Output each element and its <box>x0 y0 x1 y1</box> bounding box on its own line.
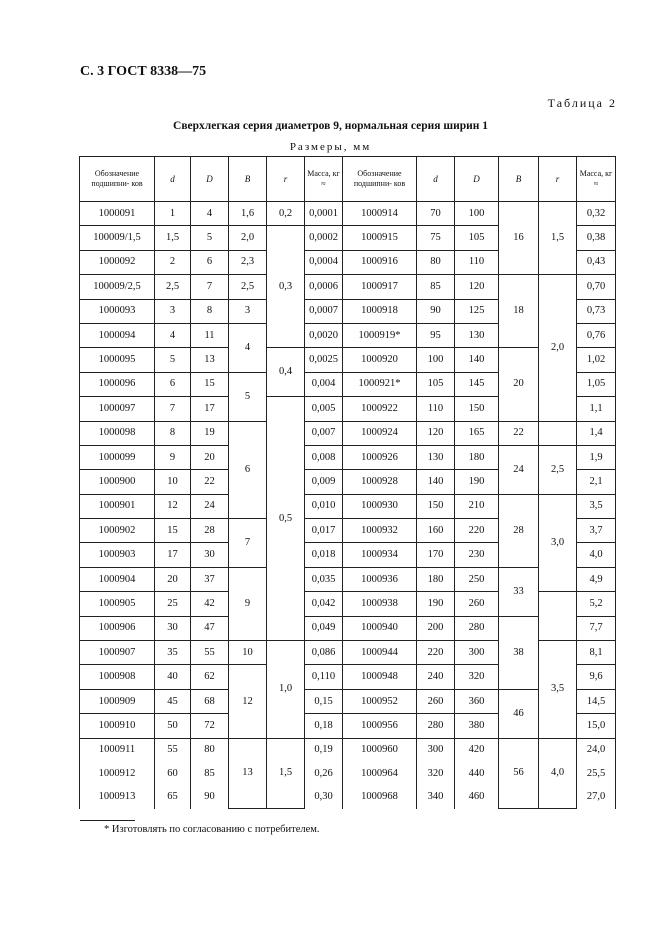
table-cell: 220 <box>455 519 499 543</box>
table-cell: 1000091 <box>80 202 155 226</box>
table-cell: 1000924 <box>343 421 417 445</box>
table-cell: 13 <box>191 348 229 372</box>
table-cell: 280 <box>455 616 499 640</box>
merged-cell: 1,5 <box>267 738 305 809</box>
table-cell: 8 <box>155 421 191 445</box>
column-header: d <box>155 157 191 202</box>
table-cell: 1000918 <box>343 299 417 323</box>
table-cell: 60 <box>155 762 191 785</box>
table-cell: 85 <box>191 762 229 785</box>
table-cell: 105 <box>417 372 455 396</box>
column-header: D <box>455 157 499 202</box>
table-cell: 260 <box>417 689 455 713</box>
table-cell: 1000901 <box>80 494 155 518</box>
merged-cell: 7 <box>229 519 267 568</box>
merged-cell: 18 <box>499 275 539 348</box>
table-cell: 1000930 <box>343 494 417 518</box>
merged-cell: 28 <box>499 494 539 567</box>
table-cell: 440 <box>455 762 499 785</box>
table-cell: 340 <box>417 785 455 808</box>
table-cell: 22 <box>499 421 539 445</box>
table-cell: 40 <box>155 665 191 689</box>
table-cell: 24 <box>191 494 229 518</box>
column-header: D <box>191 157 229 202</box>
table-cell: 1000944 <box>343 641 417 665</box>
table-row <box>80 689 616 713</box>
table-units: Размеры, мм <box>289 141 372 153</box>
table-cell: 17 <box>191 397 229 421</box>
merged-cell: 13 <box>229 738 267 809</box>
merged-cell: 3,0 <box>539 494 577 592</box>
table-cell: 3,5 <box>577 494 616 518</box>
table-cell: 75 <box>417 226 455 250</box>
merged-cell: 4,0 <box>539 738 577 809</box>
column-header: B <box>499 157 539 202</box>
table-cell: 1,5 <box>155 226 191 250</box>
table-cell: 25 <box>155 592 191 616</box>
table-cell: 70 <box>417 202 455 226</box>
table-cell: 0,15 <box>305 689 343 713</box>
table-row <box>80 616 616 640</box>
table-row <box>80 738 616 762</box>
table-header-row <box>80 157 616 202</box>
table-cell: 15 <box>155 519 191 543</box>
table-cell: 230 <box>455 543 499 567</box>
table-cell: 15,0 <box>577 714 616 738</box>
table-cell: 0,26 <box>305 762 343 785</box>
table-cell: 37 <box>191 567 229 591</box>
table-cell: 0,32 <box>577 202 616 226</box>
table-cell: 20 <box>191 445 229 469</box>
table-cell: 1000096 <box>80 372 155 396</box>
table-cell: 0,76 <box>577 323 616 347</box>
table-cell: 1000920 <box>343 348 417 372</box>
footnote: * Изготовлять по согласованию с потребителем. <box>104 824 320 835</box>
table-cell: 0,0001 <box>305 202 343 226</box>
table-cell: 50 <box>155 714 191 738</box>
table-cell: 1000964 <box>343 762 417 785</box>
table-row <box>80 421 616 445</box>
table-cell: 6 <box>155 372 191 396</box>
table-cell: 2,5 <box>155 275 191 299</box>
table-cell: 0,30 <box>305 785 343 808</box>
table-cell: 42 <box>191 592 229 616</box>
table-cell: 20 <box>155 567 191 591</box>
table-cell: 6 <box>191 250 229 274</box>
table-number: Таблица 2 <box>547 96 617 110</box>
merged-cell: 1,5 <box>539 202 577 275</box>
table-cell: 210 <box>455 494 499 518</box>
table-cell: 0,0007 <box>305 299 343 323</box>
table-cell: 0,0006 <box>305 275 343 299</box>
table-cell: 100009/2,5 <box>80 275 155 299</box>
table-cell: 0,0002 <box>305 226 343 250</box>
table-cell: 1 <box>155 202 191 226</box>
table-cell: 1000908 <box>80 665 155 689</box>
table-cell: 5 <box>191 226 229 250</box>
table-cell: 1,4 <box>577 421 616 445</box>
merged-cell: 2,0 <box>539 275 577 421</box>
table-cell: 25,5 <box>577 762 616 785</box>
table-cell: 0,2 <box>267 202 305 226</box>
table-cell: 3,7 <box>577 519 616 543</box>
table-cell: 45 <box>155 689 191 713</box>
table-cell: 1000915 <box>343 226 417 250</box>
merged-cell: 16 <box>499 202 539 275</box>
merged-cell: 33 <box>499 567 539 616</box>
merged-cell: 1,0 <box>267 641 305 739</box>
table-cell: 250 <box>455 567 499 591</box>
table-cell: 1,02 <box>577 348 616 372</box>
table-cell: 1000098 <box>80 421 155 445</box>
table-cell: 14,5 <box>577 689 616 713</box>
merged-cell: 5 <box>229 372 267 421</box>
table-cell: 1000092 <box>80 250 155 274</box>
table-cell: 1000909 <box>80 689 155 713</box>
table-cell: 30 <box>191 543 229 567</box>
table-cell: 0,0020 <box>305 323 343 347</box>
table-cell: 2,5 <box>229 275 267 299</box>
table-cell: 110 <box>417 397 455 421</box>
table-cell: 28 <box>191 519 229 543</box>
table-cell: 0,018 <box>305 543 343 567</box>
table-cell: 72 <box>191 714 229 738</box>
table-cell: 7 <box>191 275 229 299</box>
table-cell: 24,0 <box>577 738 616 762</box>
table-cell: 62 <box>191 665 229 689</box>
table-cell: 190 <box>417 592 455 616</box>
table-cell: 10 <box>229 641 267 665</box>
table-cell: 1000903 <box>80 543 155 567</box>
column-header: Масса, кг ≈ <box>305 157 343 202</box>
table-cell: 9 <box>155 445 191 469</box>
table-cell: 27,0 <box>577 785 616 808</box>
table-cell: 200 <box>417 616 455 640</box>
table-cell: 65 <box>155 785 191 808</box>
table-row <box>80 567 616 591</box>
table-cell: 4,0 <box>577 543 616 567</box>
table-cell: 1000938 <box>343 592 417 616</box>
table-cell: 1000956 <box>343 714 417 738</box>
table-cell: 220 <box>417 641 455 665</box>
table-cell: 120 <box>417 421 455 445</box>
merged-cell: 46 <box>499 689 539 738</box>
table-cell: 0,007 <box>305 421 343 445</box>
table-cell: 100 <box>417 348 455 372</box>
table-cell: 19 <box>191 421 229 445</box>
table-cell: 1000928 <box>343 470 417 494</box>
table-cell: 110 <box>455 250 499 274</box>
merged-cell: 6 <box>229 421 267 519</box>
merged-cell: 0,5 <box>267 397 305 641</box>
table-cell: 8 <box>191 299 229 323</box>
column-header: d <box>417 157 455 202</box>
table-cell: 360 <box>455 689 499 713</box>
table-cell: 145 <box>455 372 499 396</box>
column-header: B <box>229 157 267 202</box>
table-cell: 1000094 <box>80 323 155 347</box>
table-cell: 1000952 <box>343 689 417 713</box>
table-row <box>80 275 616 299</box>
table-cell: 55 <box>155 738 191 762</box>
table-cell: 300 <box>417 738 455 762</box>
table-cell: 320 <box>417 762 455 785</box>
table-cell: 140 <box>455 348 499 372</box>
table-cell: 1000907 <box>80 641 155 665</box>
table-cell: 0,049 <box>305 616 343 640</box>
table-cell: 0,0025 <box>305 348 343 372</box>
table-cell: 1000934 <box>343 543 417 567</box>
column-header: r <box>539 157 577 202</box>
table-cell: 0,0004 <box>305 250 343 274</box>
merged-cell: 3,5 <box>539 641 577 739</box>
table-cell: 1000095 <box>80 348 155 372</box>
table-cell: 22 <box>191 470 229 494</box>
table-cell: 150 <box>455 397 499 421</box>
table-cell: 1000921* <box>343 372 417 396</box>
table-cell: 170 <box>417 543 455 567</box>
column-header: Обозначение подшипни- ков <box>80 157 155 202</box>
table-cell: 0,19 <box>305 738 343 762</box>
merged-cell: 24 <box>499 445 539 494</box>
table-cell: 0,18 <box>305 714 343 738</box>
table-cell: 1,6 <box>229 202 267 226</box>
table-cell: 0,70 <box>577 275 616 299</box>
table-cell: 190 <box>455 470 499 494</box>
table-title: Сверхлегкая серия диаметров 9, нормальная серия ширин 1 <box>173 120 488 132</box>
table-row <box>80 494 616 518</box>
table-cell: 55 <box>191 641 229 665</box>
table-cell: 0,004 <box>305 372 343 396</box>
column-header: Масса, кг ≈ <box>577 157 616 202</box>
bearing-dimensions-table <box>79 156 616 809</box>
table-cell: 17 <box>155 543 191 567</box>
table-cell: 0,43 <box>577 250 616 274</box>
table-cell: 100009/1,5 <box>80 226 155 250</box>
table-cell: 1000910 <box>80 714 155 738</box>
column-header: Обозначение подшипни- ков <box>343 157 417 202</box>
table-cell: 0,010 <box>305 494 343 518</box>
table-cell: 260 <box>455 592 499 616</box>
table-cell: 1000948 <box>343 665 417 689</box>
table-cell: 100 <box>455 202 499 226</box>
table-cell: 35 <box>155 641 191 665</box>
table-cell: 0,035 <box>305 567 343 591</box>
table-cell: 0,086 <box>305 641 343 665</box>
table-cell: 300 <box>455 641 499 665</box>
table-cell: 130 <box>417 445 455 469</box>
table-cell: 1000913 <box>80 785 155 808</box>
table-cell: 120 <box>455 275 499 299</box>
table-cell: 85 <box>417 275 455 299</box>
table-cell: 68 <box>191 689 229 713</box>
table-cell: 1000960 <box>343 738 417 762</box>
column-header: r <box>267 157 305 202</box>
table-cell: 1000902 <box>80 519 155 543</box>
table-cell: 165 <box>455 421 499 445</box>
table-cell: 1000099 <box>80 445 155 469</box>
table-cell: 320 <box>455 665 499 689</box>
table-cell: 5 <box>155 348 191 372</box>
table-cell: 80 <box>417 250 455 274</box>
table-cell: 4 <box>191 202 229 226</box>
table-row <box>80 202 616 226</box>
table-cell: 90 <box>417 299 455 323</box>
table-cell: 140 <box>417 470 455 494</box>
table-cell: 1000911 <box>80 738 155 762</box>
table-cell: 150 <box>417 494 455 518</box>
merged-cell: 38 <box>499 616 539 689</box>
table-cell: 0,005 <box>305 397 343 421</box>
table-cell: 420 <box>455 738 499 762</box>
table-cell: 47 <box>191 616 229 640</box>
table-cell: 80 <box>191 738 229 762</box>
merged-cell <box>539 592 577 641</box>
table-cell: 380 <box>455 714 499 738</box>
table-cell: 15 <box>191 372 229 396</box>
table-cell: 180 <box>417 567 455 591</box>
merged-cell: 56 <box>499 738 539 809</box>
merged-cell: 9 <box>229 567 267 640</box>
table-cell: 90 <box>191 785 229 808</box>
table-cell: 12 <box>155 494 191 518</box>
table-cell: 1000919* <box>343 323 417 347</box>
merged-cell: 4 <box>229 323 267 372</box>
table-cell: 1,9 <box>577 445 616 469</box>
table-cell: 280 <box>417 714 455 738</box>
page-header: С. 3 ГОСТ 8338—75 <box>80 64 207 79</box>
table-cell: 1000905 <box>80 592 155 616</box>
table-cell: 1000093 <box>80 299 155 323</box>
table-row <box>80 445 616 469</box>
table-cell <box>539 421 577 445</box>
table-cell: 7 <box>155 397 191 421</box>
table-cell: 1000912 <box>80 762 155 785</box>
table-cell: 0,008 <box>305 445 343 469</box>
table-cell: 0,110 <box>305 665 343 689</box>
table-cell: 105 <box>455 226 499 250</box>
table-cell: 1000922 <box>343 397 417 421</box>
table-cell: 8,1 <box>577 641 616 665</box>
table-cell: 3 <box>155 299 191 323</box>
table-cell: 1,05 <box>577 372 616 396</box>
footnote-divider <box>80 820 135 821</box>
merged-cell: 2,5 <box>539 445 577 494</box>
table-cell: 130 <box>455 323 499 347</box>
table-cell: 7,7 <box>577 616 616 640</box>
table-cell: 1000097 <box>80 397 155 421</box>
table-cell: 0,73 <box>577 299 616 323</box>
table-cell: 240 <box>417 665 455 689</box>
merged-cell: 0,4 <box>267 348 305 397</box>
table-cell: 4,9 <box>577 567 616 591</box>
table-cell: 1000906 <box>80 616 155 640</box>
merged-cell: 0,3 <box>267 226 305 348</box>
table-cell: 1000932 <box>343 519 417 543</box>
table-cell: 1000900 <box>80 470 155 494</box>
table-cell: 0,38 <box>577 226 616 250</box>
table-cell: 1000926 <box>343 445 417 469</box>
table-cell: 0,009 <box>305 470 343 494</box>
table-cell: 1,1 <box>577 397 616 421</box>
table-cell: 460 <box>455 785 499 808</box>
table-cell: 11 <box>191 323 229 347</box>
merged-cell: 20 <box>499 348 539 421</box>
table-cell: 9,6 <box>577 665 616 689</box>
table-cell: 1000916 <box>343 250 417 274</box>
table-cell: 0,042 <box>305 592 343 616</box>
table-cell: 2 <box>155 250 191 274</box>
table-cell: 160 <box>417 519 455 543</box>
table-cell: 125 <box>455 299 499 323</box>
table-cell: 180 <box>455 445 499 469</box>
table-cell: 2,3 <box>229 250 267 274</box>
table-row <box>80 348 616 372</box>
table-cell: 1000917 <box>343 275 417 299</box>
table-cell: 1000940 <box>343 616 417 640</box>
table-cell: 2,0 <box>229 226 267 250</box>
table-cell: 1000968 <box>343 785 417 808</box>
table-cell: 1000936 <box>343 567 417 591</box>
table-cell: 1000914 <box>343 202 417 226</box>
table-cell: 2,1 <box>577 470 616 494</box>
table-cell: 1000904 <box>80 567 155 591</box>
table-cell: 95 <box>417 323 455 347</box>
table-cell: 4 <box>155 323 191 347</box>
table-cell: 0,017 <box>305 519 343 543</box>
merged-cell: 12 <box>229 665 267 738</box>
table-cell: 30 <box>155 616 191 640</box>
table-cell: 5,2 <box>577 592 616 616</box>
table-cell: 10 <box>155 470 191 494</box>
table-cell: 3 <box>229 299 267 323</box>
